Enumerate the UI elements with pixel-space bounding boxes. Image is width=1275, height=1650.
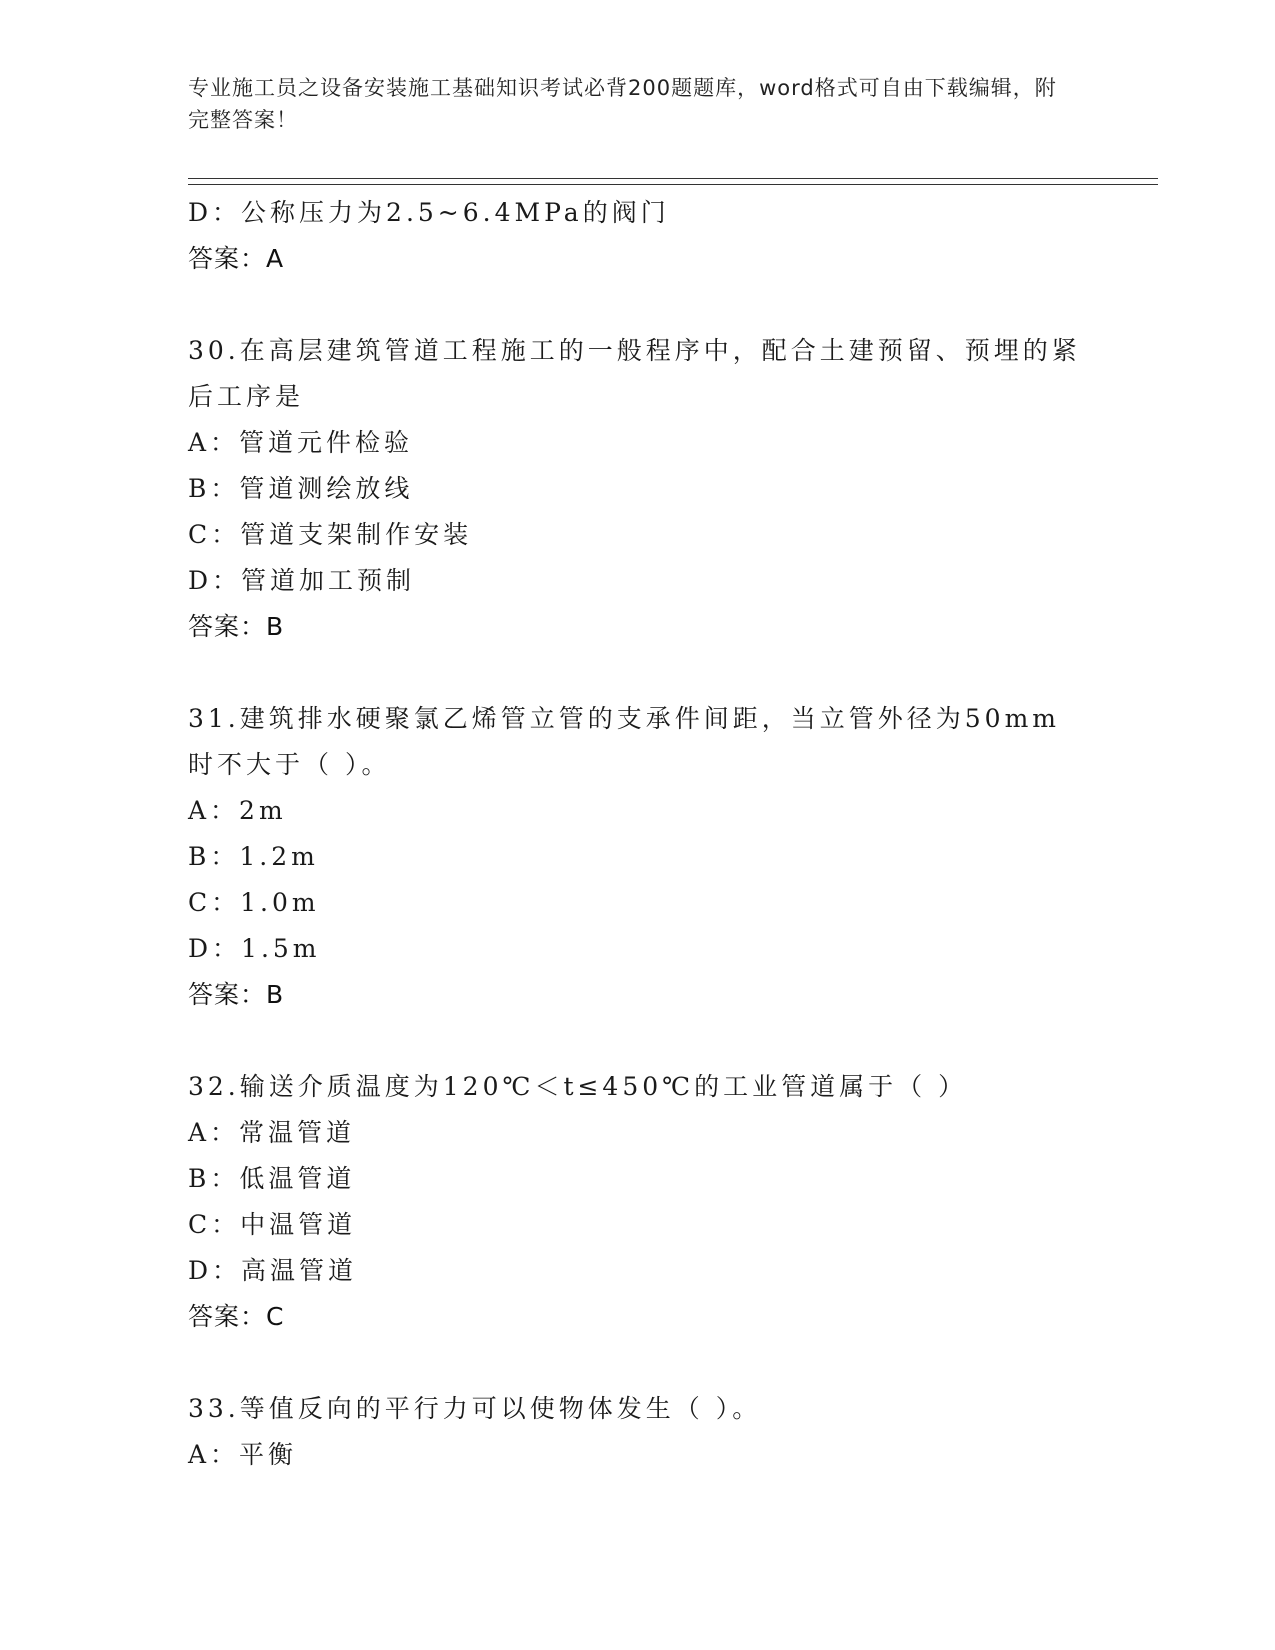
answer-option: D：公称压力为2.5~6.4MPa的阀门 xyxy=(188,198,670,227)
answer-option: C：中温管道 xyxy=(188,1210,357,1239)
question-stem: 33.等值反向的平行力可以使物体发生（ ）。 xyxy=(188,1394,762,1423)
block-gap xyxy=(188,1340,1088,1386)
answer-option: D：高温管道 xyxy=(188,1256,358,1285)
block-gap xyxy=(188,650,1088,696)
answer-line: 答案：B xyxy=(188,612,285,641)
question-stem: 32.输送介质温度为120℃＜t≤450℃的工业管道属于（ ） xyxy=(188,1072,968,1101)
answer-option: A：2m xyxy=(188,796,287,825)
answer-option: D：1.5m xyxy=(188,934,321,963)
block-gap xyxy=(188,1018,1088,1064)
answer-line: 答案：B xyxy=(188,980,285,1009)
header-divider-top xyxy=(188,178,1158,179)
answer-option: B：1.2m xyxy=(188,842,319,871)
header-divider-bottom xyxy=(188,184,1158,185)
answer-option: D：管道加工预制 xyxy=(188,566,416,595)
block-gap xyxy=(188,282,1088,328)
answer-line: 答案：C xyxy=(188,1302,285,1331)
answer-line: 答案：A xyxy=(188,244,285,273)
answer-option: A：常温管道 xyxy=(188,1118,356,1147)
answer-option: C：1.0m xyxy=(188,888,320,917)
answer-option: A：管道元件检验 xyxy=(188,428,414,457)
answer-option: A：平衡 xyxy=(188,1440,298,1469)
answer-option: B：管道测绘放线 xyxy=(188,474,414,503)
answer-option: B：低温管道 xyxy=(188,1164,356,1193)
question-stem: 31.建筑排水硬聚氯乙烯管立管的支承件间距，当立管外径为50mm时不大于（ ）。 xyxy=(188,704,1060,779)
question-stem: 30.在高层建筑管道工程施工的一般程序中，配合土建预留、预埋的紧后工序是 xyxy=(188,336,1081,411)
question-list xyxy=(188,190,1088,1478)
document-header: 专业施工员之设备安装施工基础知识考试必背200题题库，word格式可自由下载编辑，附完整答案！ xyxy=(188,76,1057,132)
answer-option: C：管道支架制作安装 xyxy=(188,520,473,549)
